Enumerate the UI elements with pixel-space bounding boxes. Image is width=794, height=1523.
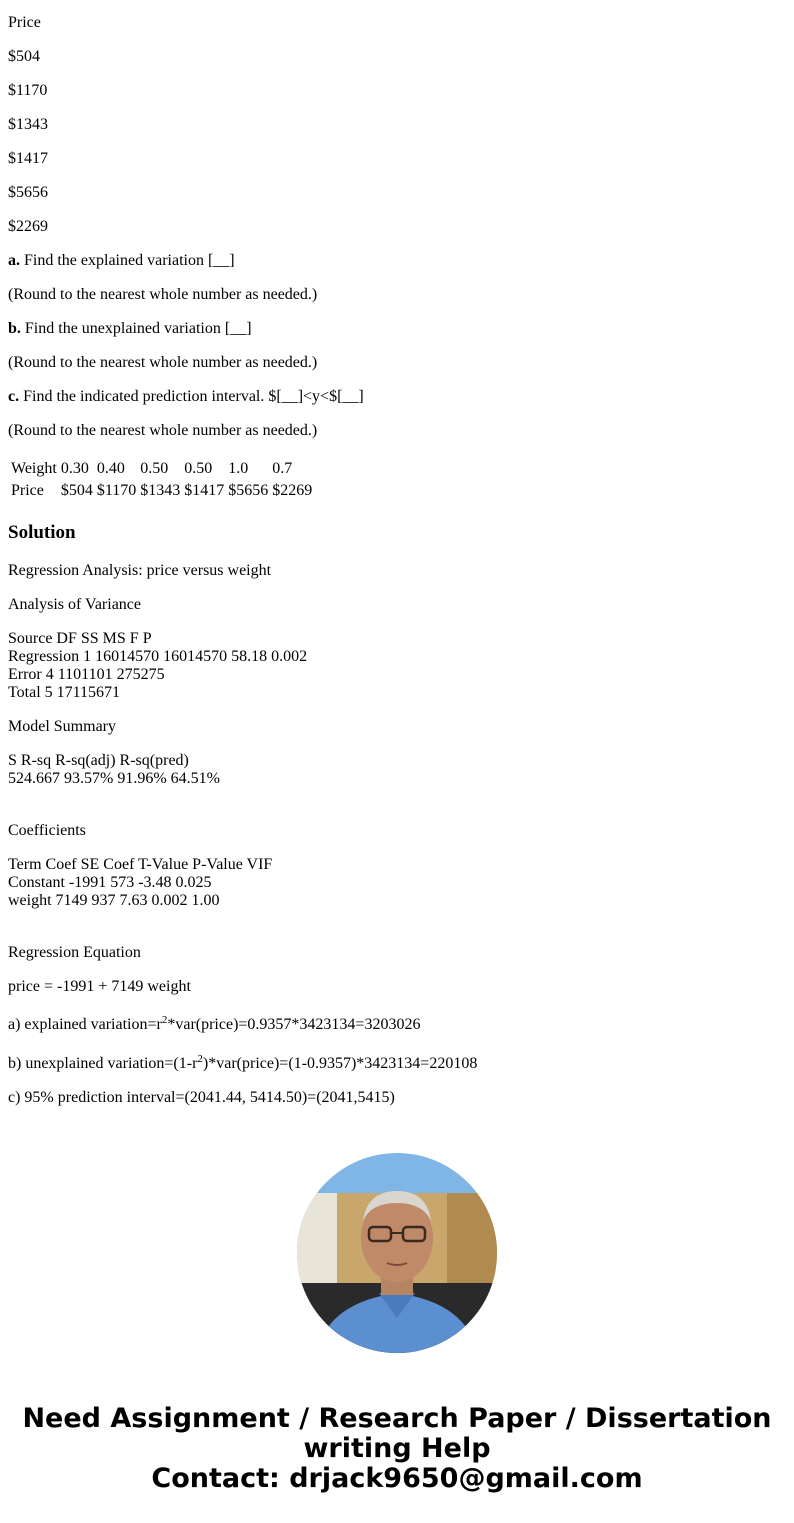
anova-line: Regression 1 16014570 16014570 58.18 0.002	[8, 648, 308, 665]
table-cell: 0.30	[60, 460, 89, 477]
footer-banner	[0, 1404, 794, 1494]
table-cell: 0.50	[140, 460, 169, 477]
coefficients-line: Term Coef SE Coef T-Value P-Value VIF	[8, 856, 273, 873]
answer-c: c) 95% prediction interval=(2041.44, 5414.50)=(2041,5415)	[8, 1089, 395, 1106]
price-item: $1343	[8, 116, 48, 133]
question-c-text: Find the indicated prediction interval. $[__]<y<$[__]	[19, 388, 364, 405]
question-a	[8, 252, 235, 270]
table-cell: $5656	[228, 482, 269, 499]
equation-title: Regression Equation	[8, 944, 141, 961]
price-item: $1170	[8, 82, 48, 99]
table-cell: Weight	[11, 460, 57, 477]
table-row	[10, 459, 313, 479]
table-cell: Price	[11, 482, 44, 499]
model-summary-title: Model Summary	[8, 718, 116, 735]
table-cell: $504	[60, 482, 93, 499]
footer-line: writing Help	[303, 1433, 491, 1464]
answer-b: b) unexplained $variation=(1-r^2)*var(price)=(1-0.9357)*3423134=220108$	[8, 1053, 478, 1072]
regression-equation: price = -1991 + 7149 weight	[8, 978, 191, 995]
table-cell: $1170	[96, 482, 137, 499]
rounding-note: (Round to the nearest whole number as needed.)	[8, 286, 318, 303]
table-cell: 1.0	[228, 460, 249, 477]
table-cell: 0.7	[272, 460, 293, 477]
table-cell: 0.40	[96, 460, 125, 477]
question-b-text: Find the unexplained variation [__]	[20, 320, 252, 337]
anova-block	[8, 630, 307, 702]
coefficients-title: Coefficients	[8, 822, 86, 839]
author-avatar	[297, 1153, 497, 1353]
price-item: $5656	[8, 184, 48, 201]
question-b-label: b.	[8, 320, 21, 337]
coefficients-block	[8, 856, 272, 910]
question-a-text: Find the explained variation [__]	[20, 252, 235, 269]
coefficients-line: weight 7149 937 7.63 0.002 1.00	[8, 892, 220, 909]
question-c	[8, 388, 364, 406]
weight-price-table	[8, 457, 315, 503]
answer-a: a) explained $variation=r^2*var(price)=0.9357*3423134=3203026$	[8, 1014, 421, 1033]
price-item: $504	[8, 48, 40, 65]
rounding-note: (Round to the nearest whole number as needed.)	[8, 354, 318, 371]
table-cell: $1343	[140, 482, 181, 499]
price-item: $2269	[8, 218, 48, 235]
model-summary-line: S R-sq R-sq(adj) R-sq(pred)	[8, 752, 189, 769]
price-list-heading: Price	[8, 14, 41, 31]
regression-title: Regression Analysis: price versus weight	[8, 562, 272, 579]
table-cell: 0.50	[184, 460, 213, 477]
model-summary-block	[8, 752, 220, 788]
price-item: $1417	[8, 150, 48, 167]
solution-heading: Solution	[8, 522, 76, 543]
table-cell: $2269	[272, 482, 313, 499]
question-b	[8, 320, 252, 338]
anova-line: Error 4 1101101 275275	[8, 666, 165, 683]
table-row	[10, 481, 313, 501]
anova-line: Total 5 17115671	[8, 684, 121, 701]
rounding-note: (Round to the nearest whole number as needed.)	[8, 422, 318, 439]
footer-contact: Contact: drjack9650@gmail.com	[151, 1463, 643, 1494]
model-summary-line: 524.667 93.57% 91.96% 64.51%	[8, 770, 220, 787]
footer-line: Need Assignment / Research Paper / Dissertation	[22, 1403, 772, 1434]
anova-line: Source DF SS MS F P	[8, 630, 152, 647]
question-a-label: a.	[8, 252, 20, 269]
anova-title: Analysis of Variance	[8, 596, 141, 613]
avatar-illustration	[297, 1153, 497, 1353]
question-c-label: c.	[8, 388, 20, 405]
coefficients-line: Constant -1991 573 -3.48 0.025	[8, 874, 212, 891]
table-cell: $1417	[184, 482, 225, 499]
